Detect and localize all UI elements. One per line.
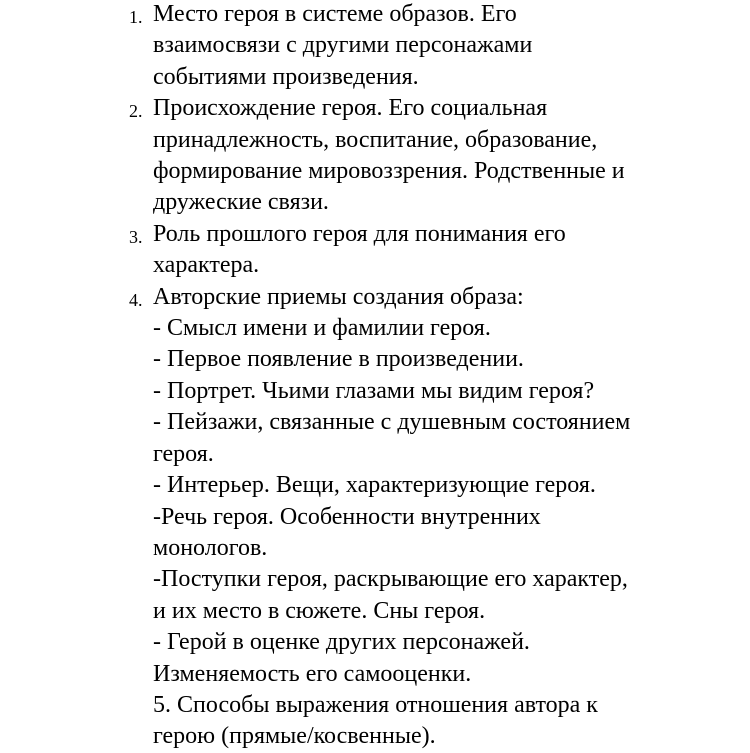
sub-item-text: героя. xyxy=(153,440,214,467)
list-item-number: 1. xyxy=(129,7,143,27)
sub-item-text: монологов. xyxy=(153,534,268,561)
list-item-text: формирование мировоззрения. Родственные и xyxy=(153,158,625,185)
sub-item-text: и их место в сюжете. Сны героя. xyxy=(153,597,486,624)
list-item xyxy=(129,282,744,753)
sub-item-text: - Герой в оценке других персонажей. xyxy=(153,629,530,656)
list-item xyxy=(129,93,744,219)
sub-item-text: 5. Способы выражения отношения автора к xyxy=(153,691,598,718)
list-item-text: событиями произведения. xyxy=(153,63,419,90)
list-item-text: Авторские приемы создания образа: xyxy=(153,283,524,310)
sub-item-text: - Портрет. Чьими глазами мы видим героя? xyxy=(153,377,595,404)
sub-item-text: - Смысл имени и фамилии героя. xyxy=(153,315,491,342)
list-item-number: 2. xyxy=(129,101,143,122)
sub-item-text: герою (прямые/косвенные). xyxy=(153,723,436,750)
list-item-text: Роль прошлого героя для понимания его xyxy=(153,220,566,247)
list-item xyxy=(129,219,744,282)
list-item-text: дружеские связи. xyxy=(153,189,329,216)
list-item-text: принадлежность, воспитание, образование, xyxy=(153,126,598,153)
sub-item-text: - Интерьер. Вещи, характеризующие героя. xyxy=(153,472,596,499)
list-item-text: взаимосвязи с другими персонажами xyxy=(153,32,533,59)
list-item-text: Место героя в системе образов. Его xyxy=(153,1,517,27)
sub-item-text: -Речь героя. Особенности внутренних xyxy=(153,503,541,530)
hero-analysis-plan-list xyxy=(129,0,744,753)
list-item xyxy=(129,0,744,93)
sub-item-text: Изменяемость его самооценки. xyxy=(153,660,472,687)
sub-item-text: -Поступки героя, раскрывающие его характер, xyxy=(153,566,628,593)
list-item-text: характера. xyxy=(153,252,260,279)
sub-item-text: - Первое появление в произведении. xyxy=(153,346,524,373)
list-item-number: 3. xyxy=(129,226,143,247)
sub-item-text: - Пейзажи, связанные с душевным состоянием xyxy=(153,409,631,436)
list-item-text: Происхождение героя. Его социальная xyxy=(153,95,548,122)
list-item-number: 4. xyxy=(129,289,143,310)
